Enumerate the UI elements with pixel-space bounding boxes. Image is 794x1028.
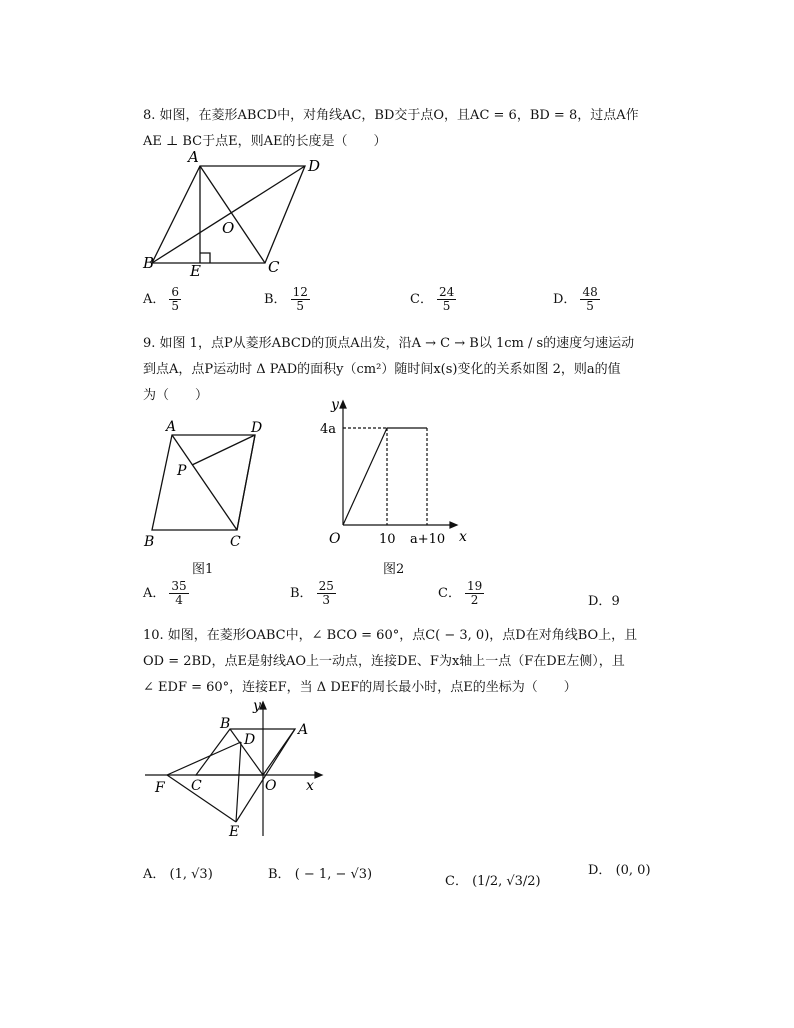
q10-label-y: y bbox=[253, 698, 261, 714]
q10-line2: OD = 2BD，点E是射线AO上一动点，连接DE、F为x轴上一点（F在DE左侧），且 bbox=[143, 654, 625, 669]
fig1-label-d: D bbox=[251, 420, 263, 436]
diagonal-ac bbox=[200, 166, 265, 263]
q10-label-d: D bbox=[244, 732, 256, 748]
q8-choice-b[interactable]: B． $\frac{12}{5}$ bbox=[264, 285, 308, 313]
q10-line3: ∠ EDF = 60°，连接EF，当 Δ DEF的周长最小时，点E的坐标为（ ） bbox=[143, 680, 577, 695]
q9-choice-d[interactable]: D．9 bbox=[588, 594, 620, 609]
q9-figure2-graph bbox=[315, 395, 465, 555]
q10-choices bbox=[143, 855, 663, 891]
side-cd-fig1 bbox=[237, 435, 255, 530]
q10-label-o: O bbox=[265, 778, 277, 794]
diagonal-ac-fig1 bbox=[172, 435, 237, 530]
q9-line3: 为（ ） bbox=[143, 388, 209, 403]
q10-choice-d[interactable]: D． (0, 0) bbox=[588, 863, 651, 878]
q10-label-f: F bbox=[155, 780, 165, 796]
right-angle-mark bbox=[200, 253, 210, 263]
q9-choices bbox=[143, 580, 663, 616]
q10-choice-c[interactable]: C． (1/2, √3/2) bbox=[445, 874, 541, 889]
fig1-label-c: C bbox=[230, 534, 241, 550]
q10-label-x: x bbox=[306, 778, 314, 794]
fig2-label-o: O bbox=[329, 531, 341, 547]
q9-caption-fig1: 图1 bbox=[192, 562, 214, 577]
x-arrow-q10 bbox=[315, 772, 322, 778]
segment-de bbox=[236, 742, 241, 822]
label-o: O bbox=[222, 219, 235, 237]
label-e: E bbox=[190, 262, 201, 280]
fig2-label-a10: a+10 bbox=[410, 532, 446, 547]
q8-choice-d[interactable]: D． $\frac{48}{5}$ bbox=[553, 285, 598, 313]
q8-rhombus-figure bbox=[140, 148, 330, 278]
q10-label-b: B bbox=[220, 716, 231, 732]
q10-figure bbox=[140, 698, 340, 843]
q8-choice-c[interactable]: C． $\frac{24}{5}$ bbox=[410, 285, 455, 313]
fig2-label-x: x bbox=[459, 529, 467, 545]
q9-choice-c[interactable]: C． $\frac{19}{2}$ bbox=[438, 579, 483, 607]
segment-fd bbox=[167, 742, 241, 775]
q10-line1: 10. 如图，在菱形OABC中，∠ BCO = 60°，点C( − 3, 0)，点D在对角线BO上，且 bbox=[143, 628, 638, 643]
label-a: A bbox=[188, 148, 199, 166]
q9-line2: 到点A，点P运动时 Δ PAD的面积y（cm²）随时间x(s)变化的关系如图 2，则a的值 bbox=[143, 362, 621, 377]
diagonal-bd bbox=[152, 166, 305, 263]
q8-choice-a[interactable]: A． $\frac{6}{5}$ bbox=[143, 285, 180, 313]
q10-label-c: C bbox=[191, 778, 202, 794]
q8-choices bbox=[143, 286, 663, 322]
q10-choice-a[interactable]: A． (1, √3) bbox=[143, 867, 213, 882]
q9-choice-b[interactable]: B． $\frac{25}{3}$ bbox=[290, 579, 334, 607]
x-arrow bbox=[450, 522, 457, 528]
q9-line1: 9. 如图 1，点P从菱形ABCD的顶点A出发，沿A → C → B以 1cm / s的速度匀速运动 bbox=[143, 336, 635, 351]
q9-choice-a[interactable]: A． $\frac{35}{4}$ bbox=[143, 579, 187, 607]
fig2-label-10: 10 bbox=[379, 532, 396, 547]
y-arrow bbox=[340, 401, 346, 408]
q9-caption-fig2: 图2 bbox=[383, 562, 405, 577]
q8-line2: AE ⊥ BC于点E，则AE的长度是（ ） bbox=[143, 134, 387, 149]
fig1-label-b: B bbox=[144, 534, 155, 550]
segment-pd bbox=[192, 435, 255, 465]
fig2-label-y: y bbox=[331, 397, 339, 413]
q10-choice-b[interactable]: B． ( − 1, − √3) bbox=[268, 867, 373, 882]
area-graph-line bbox=[343, 428, 427, 525]
fig2-label-4a: 4a bbox=[320, 422, 337, 437]
label-b: B bbox=[143, 254, 155, 272]
q8-line1: 8. 如图，在菱形ABCD中，对角线AC，BD交于点O，且AC = 6，BD = 8，过点A作 bbox=[143, 108, 639, 123]
fig1-label-p: P bbox=[177, 463, 187, 479]
q10-label-a: A bbox=[298, 722, 309, 738]
fig1-label-a: A bbox=[166, 419, 177, 435]
label-c: C bbox=[268, 258, 280, 276]
q10-label-e: E bbox=[229, 824, 240, 840]
label-d: D bbox=[308, 157, 321, 175]
q9-figure1 bbox=[140, 415, 270, 555]
